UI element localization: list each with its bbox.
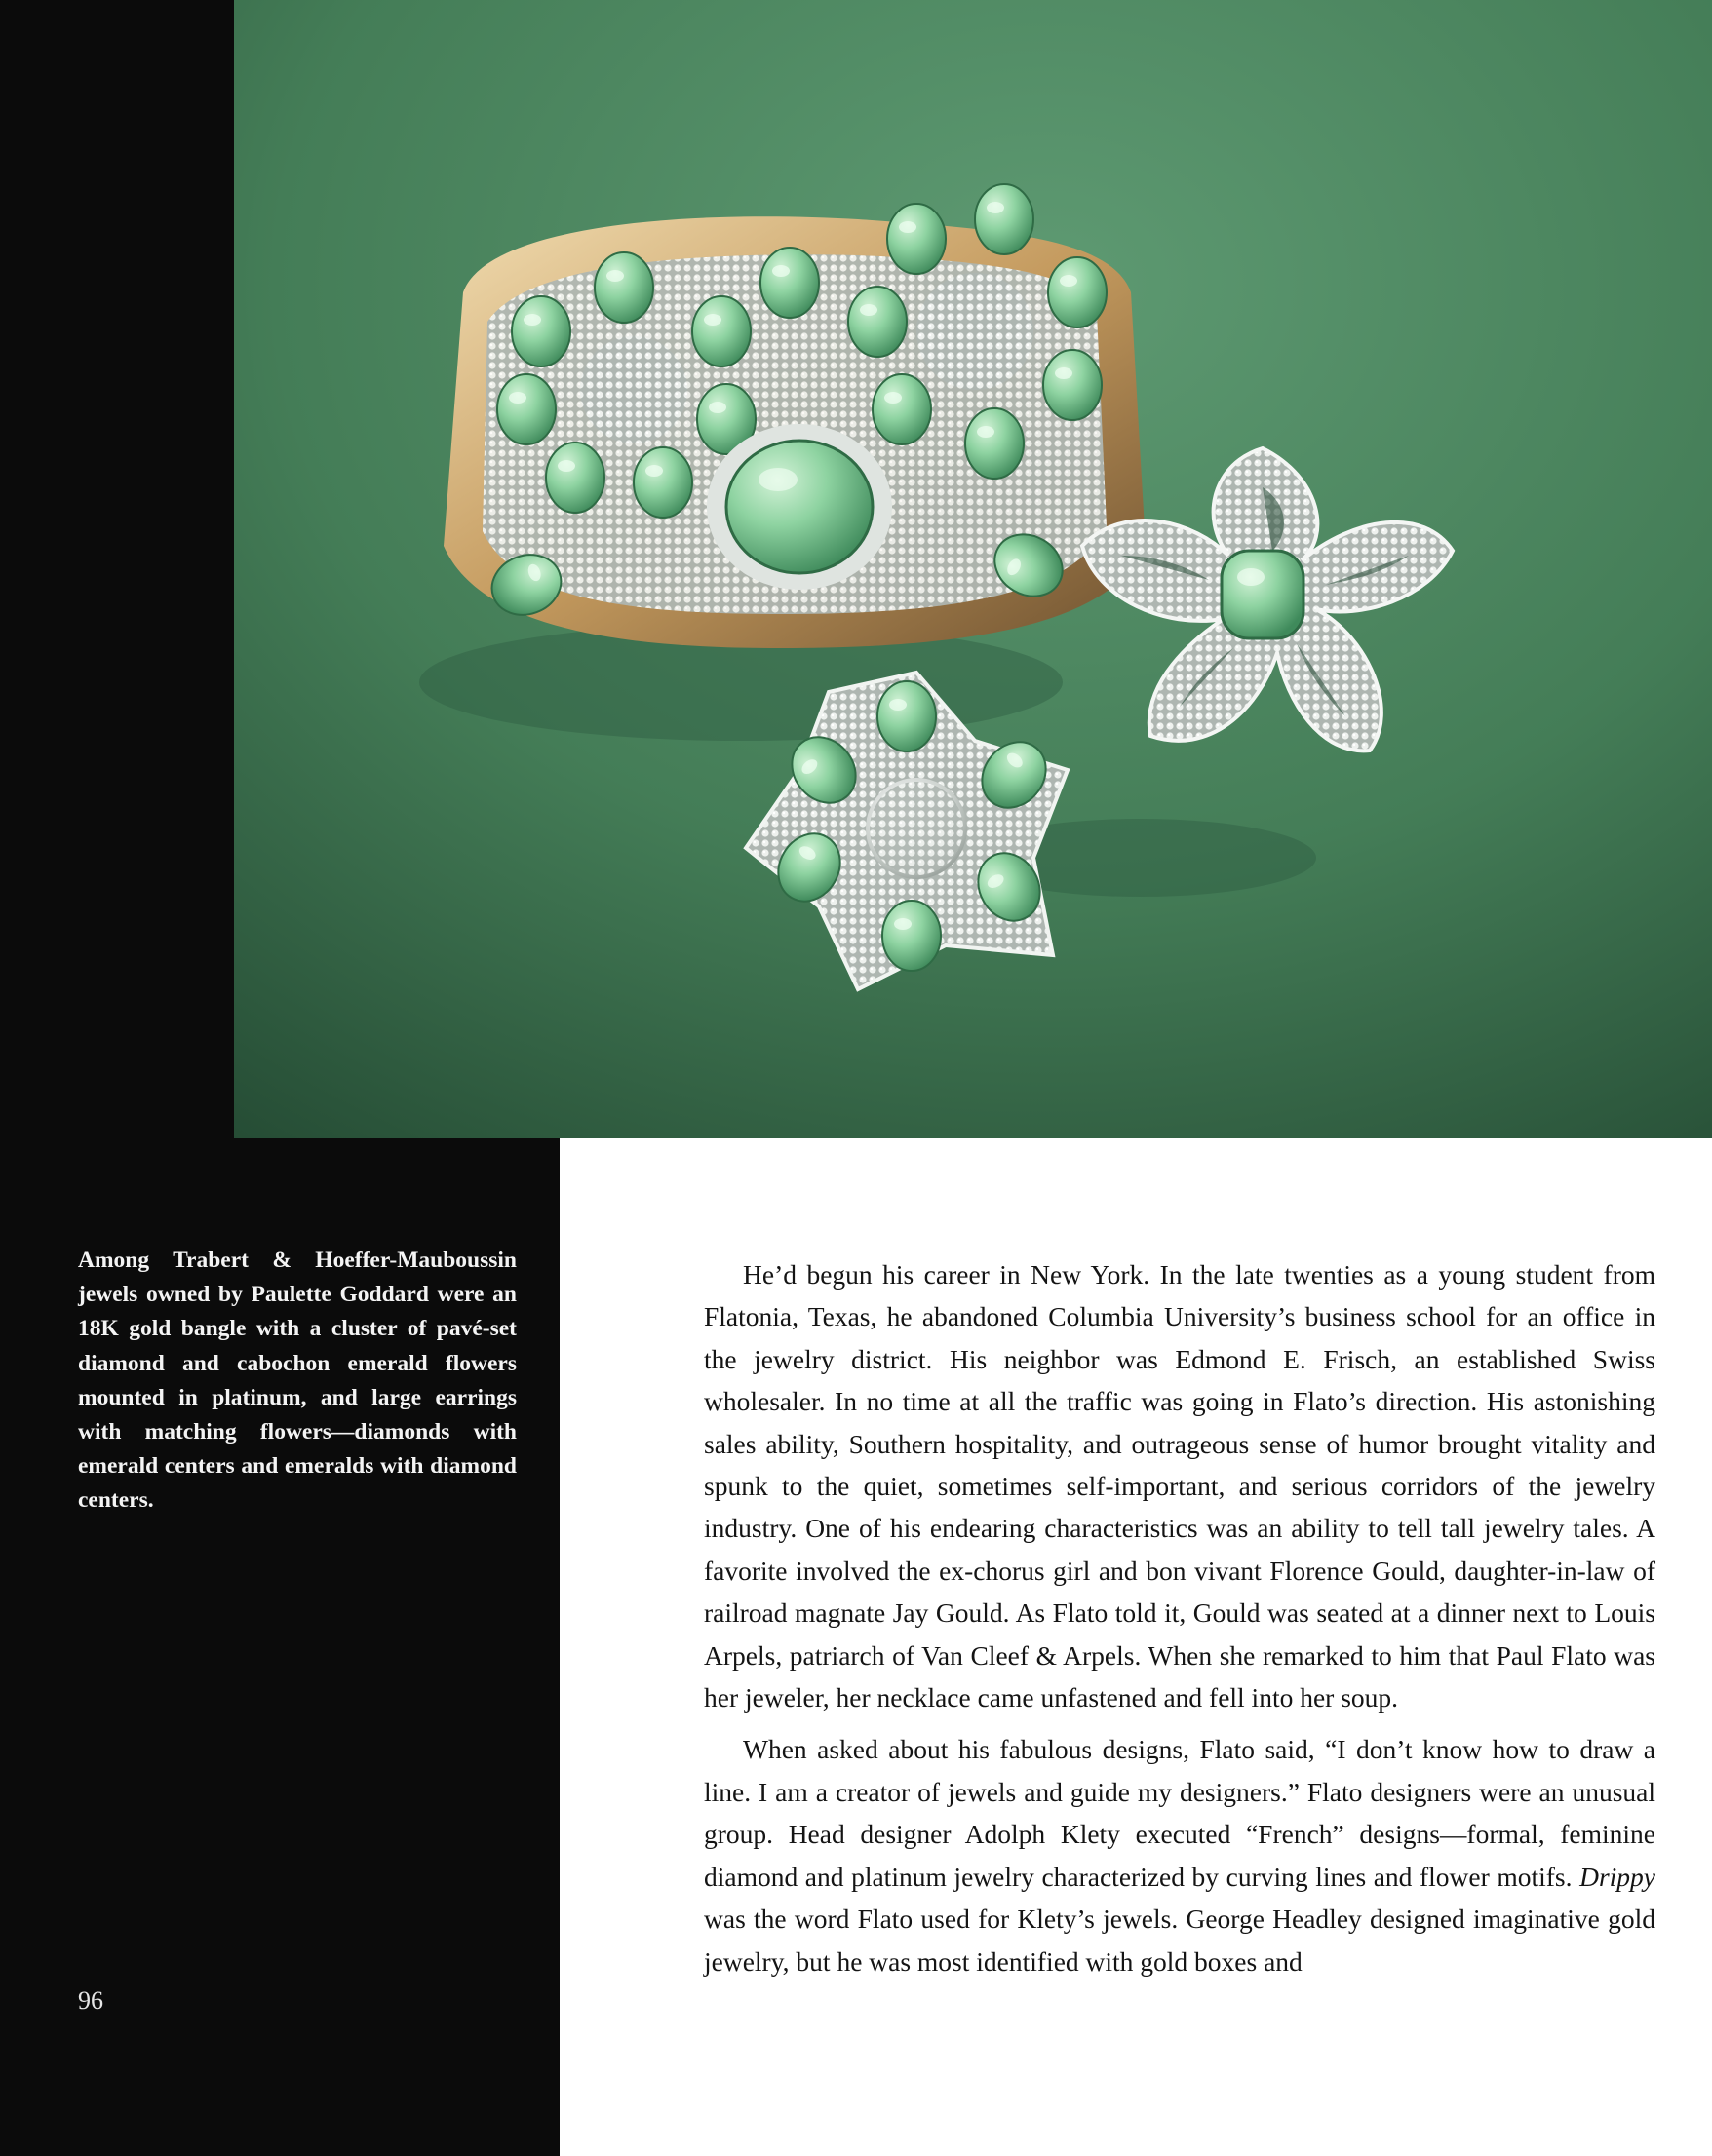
paragraph [704,1728,1655,1982]
paragraph-text: was the word Flato used for Klety’s jewels. George Headley designed imaginative gold jewelry, but he was most identified with gold boxes and [704,1904,1655,1977]
body-text [704,1253,1655,1992]
photo-caption: Among Trabert & Hoeffer-Mauboussin jewels owned by Paulette Goddard were an 18K gold bangle with a cluster of pavé-set diamond and cabochon emerald flowers mounted in platinum, and large earrings with matching flowers—diamonds with emerald centers and emeralds with diamond centers. [78,1248,517,1514]
jewelry-photograph [234,0,1712,1138]
paragraph-text: When asked about his fabulous designs, Flato said, “I don’t know how to draw a line. I am a creator of jewels and guide my designers.” Flato designers were an unusual group. Head designer Adolph Klety executed “French” designs—formal, feminine diamond and platinum jewelry characterized by curving lines and flower motifs. [704,1734,1655,1892]
page-number: 96 [78,1986,103,2015]
italic-term: Drippy [1579,1861,1655,1892]
bangle [444,184,1146,648]
paragraph: He’d begun his career in New York. In the late twenties as a young student from Flatonia, Texas, he abandoned Columbia University’s business school for an office in the jewelry district. His neighbor was Edmond E. Frisch, an established Swiss wholesaler. In no time at all the traffic was going in Flato’s direction. His astonishing sales ability, Southern hospitality, and outrageous sense of humor brought vitality and spunk to the quiet, sometimes self-important, and serious corridors of the jewelry industry. One of his endearing characteristics was an ability to tell tall jewelry tales. A favorite involved the ex-chorus girl and bon vivant Florence Gould, daughter-in-law of railroad magnate Jay Gould. As Flato told it, Gould was seated at a dinner next to Louis Arpels, patriarch of Van Cleef & Arpels. When she remarked to him that Paul Flato was her jeweler, her necklace came unfastened and fell into her soup. [704,1259,1655,1713]
